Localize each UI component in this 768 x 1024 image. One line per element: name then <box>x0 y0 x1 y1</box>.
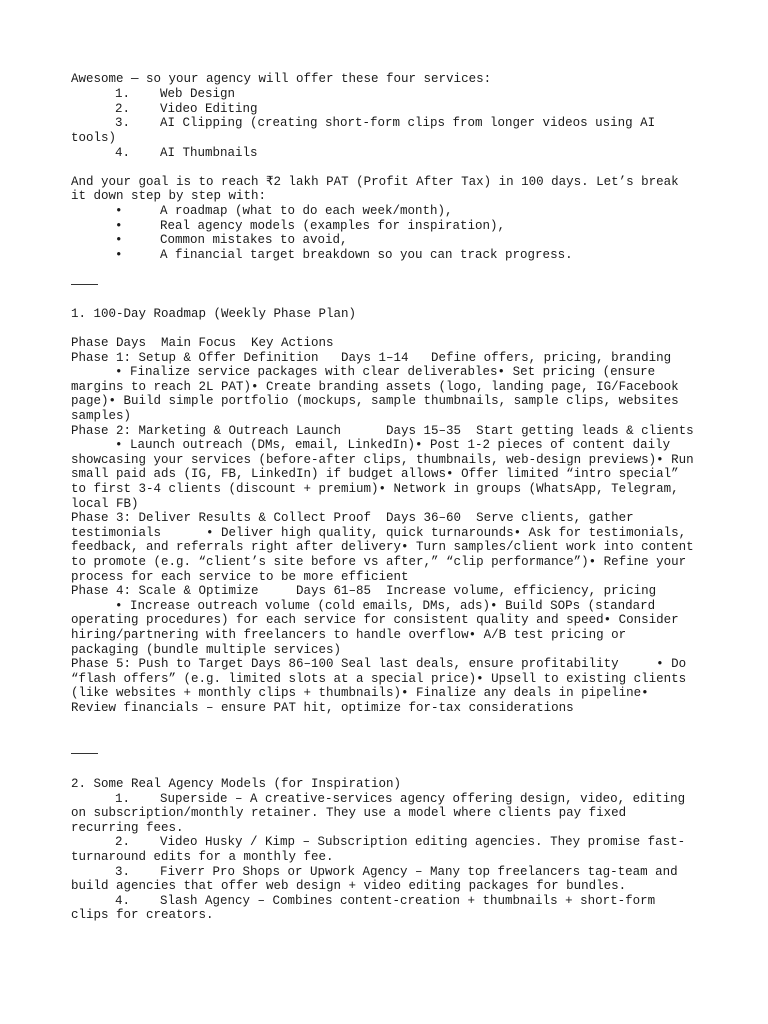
roadmap-line: testimonials • Deliver high quality, quick turnarounds• Ask for testimonials, <box>71 525 687 540</box>
model-item-continued: recurring fees. <box>71 820 184 835</box>
model-item-continued: clips for creators. <box>71 908 214 923</box>
roadmap-line: Phase 1: Setup & Offer Definition Days 1–14 Define offers, pricing, branding <box>71 350 672 365</box>
bullet-icon: • <box>115 233 123 247</box>
bullet-icon: • <box>115 248 123 262</box>
model-number: 3. <box>115 864 131 879</box>
roadmap-line: • Finalize service packages with clear deliverables• Set pricing (ensure <box>115 365 656 380</box>
bullet-item: A financial target breakdown so you can track progress. <box>160 248 573 262</box>
bullet-icon: • <box>115 204 123 218</box>
roadmap-line: Phase 4: Scale & Optimize Days 61–85 Increase volume, efficiency, pricing <box>71 584 657 599</box>
service-item: AI Thumbnails <box>160 146 258 160</box>
model-number: 2. <box>115 835 131 850</box>
section-heading: 1. 100-Day Roadmap (Weekly Phase Plan) <box>71 307 357 321</box>
roadmap-line: feedback, and referrals right after delivery• Turn samples/client work into content <box>71 540 694 555</box>
service-item-continued: tools) <box>71 131 117 145</box>
roadmap-line: Phase 3: Deliver Results & Collect Proof Days 36–60 Serve clients, gather <box>71 511 634 526</box>
section-divider <box>71 753 98 754</box>
model-item-continued: build agencies that offer web design + video editing packages for bundles. <box>71 879 627 894</box>
roadmap-line: • Increase outreach volume (cold emails, DMs, ads)• Build SOPs (standard <box>115 598 656 613</box>
bullet-item: Common mistakes to avoid, <box>160 233 348 247</box>
roadmap-line: packaging (bundle multiple services) <box>71 642 342 657</box>
model-item: Video Husky / Kimp – Subscription editing agencies. They promise fast- <box>160 835 686 850</box>
roadmap-line: samples) <box>71 408 132 423</box>
roadmap-line: to first 3-4 clients (discount + premium)• Network in groups (WhatsApp, Telegram, <box>71 481 679 496</box>
service-number: 2. <box>115 102 131 116</box>
roadmap-line: (like websites + monthly clips + thumbnails)• Finalize any deals in pipeline• <box>71 686 649 701</box>
roadmap-line: • Launch outreach (DMs, email, LinkedIn)• Post 1-2 pieces of content daily <box>115 438 671 453</box>
service-item: AI Clipping (creating short-form clips from longer videos using AI <box>160 116 656 130</box>
roadmap-line: operating procedures) for each service for consistent quality and speed• Consider <box>71 613 679 628</box>
service-item: Video Editing <box>160 102 258 116</box>
model-item: Superside – A creative-services agency offering design, video, editing <box>160 791 686 806</box>
roadmap-line: local FB) <box>71 496 139 511</box>
bullet-item: Real agency models (examples for inspiration), <box>160 219 506 233</box>
roadmap-line: margins to reach 2L PAT)• Create branding assets (logo, landing page, IG/Facebook <box>71 379 679 394</box>
goal-text: it down step by step with: <box>71 189 267 203</box>
model-item-continued: on subscription/monthly retainer. They use a model where clients pay fixed <box>71 806 627 821</box>
goal-text: And your goal is to reach ₹2 lakh PAT (Profit After Tax) in 100 days. Let’s break <box>71 175 679 189</box>
roadmap-line: Review financials – ensure PAT hit, optimize for-tax considerations <box>71 700 574 715</box>
roadmap-line: Phase 5: Push to Target Days 86–100 Seal last deals, ensure profitability • Do <box>71 657 687 672</box>
model-number: 1. <box>115 791 131 806</box>
roadmap-line: Phase 2: Marketing & Outreach Launch Days 15–35 Start getting leads & clients <box>71 423 694 438</box>
model-number: 4. <box>115 893 131 908</box>
intro-lead: Awesome — so your agency will offer these four services: <box>71 72 492 86</box>
section-heading: 2. Some Real Agency Models (for Inspiration) <box>71 777 402 791</box>
service-number: 3. <box>115 116 131 130</box>
section-divider <box>71 284 98 285</box>
model-item-continued: turnaround edits for a monthly fee. <box>71 849 334 864</box>
roadmap-line: showcasing your services (before-after clips, thumbnails, web-design previews)• Run <box>71 452 694 467</box>
roadmap-line: process for each service to be more efficient <box>71 569 409 584</box>
roadmap-line: “flash offers” (e.g. limited slots at a special price)• Upsell to existing clients <box>71 671 687 686</box>
roadmap-line: page)• Build simple portfolio (mockups, sample thumbnails, sample clips, websites <box>71 394 679 409</box>
service-item: Web Design <box>160 87 236 101</box>
service-number: 1. <box>115 87 131 101</box>
model-item: Slash Agency – Combines content-creation + thumbnails + short-form <box>160 893 656 908</box>
roadmap-line: small paid ads (IG, FB, LinkedIn) if budget allows• Offer limited “intro special” <box>71 467 679 482</box>
roadmap-line: hiring/partnering with freelancers to handle overflow• A/B test pricing or <box>71 627 627 642</box>
table-header-row: Phase Days Main Focus Key Actions <box>71 336 334 350</box>
bullet-icon: • <box>115 219 123 233</box>
model-item: Fiverr Pro Shops or Upwork Agency – Many top freelancers tag-team and <box>160 864 678 879</box>
roadmap-line: to promote (e.g. “client’s site before vs after,” “clip performance”)• Refine your <box>71 554 687 569</box>
bullet-item: A roadmap (what to do each week/month), <box>160 204 453 218</box>
service-number: 4. <box>115 146 131 160</box>
